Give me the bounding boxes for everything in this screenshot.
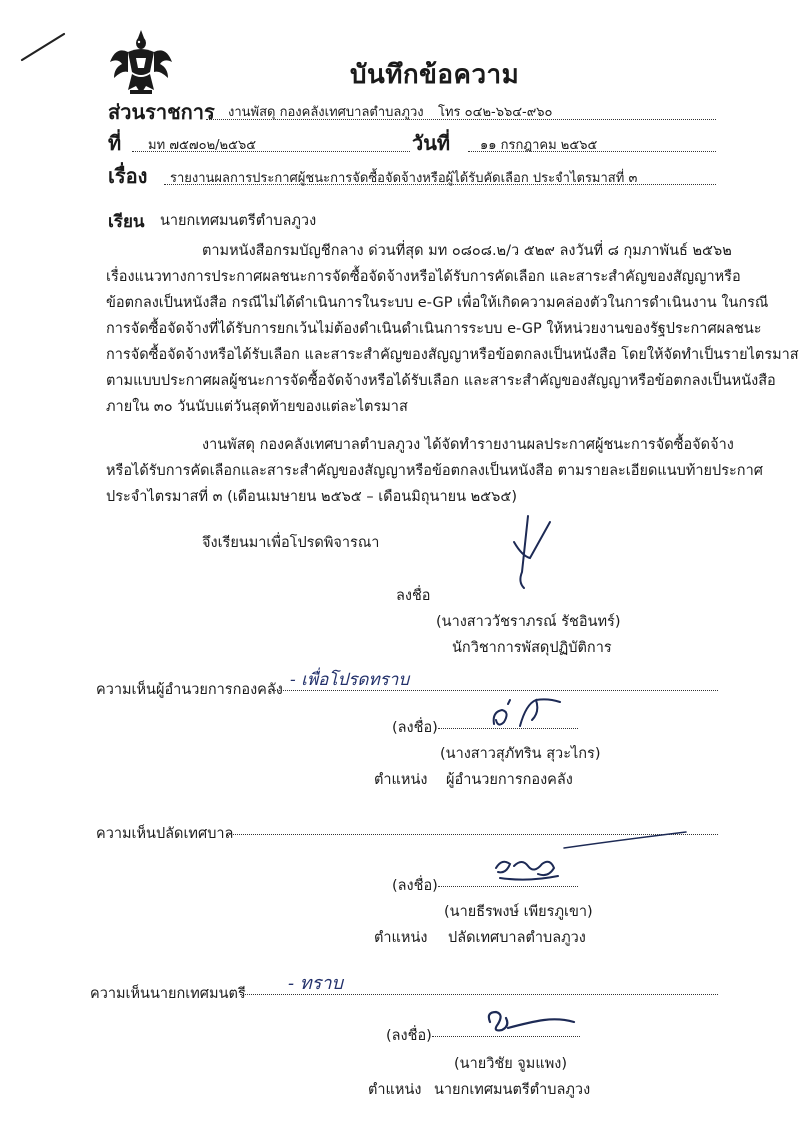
- date-label: วันที่: [412, 131, 451, 155]
- opinion-3-sign-label: (ลงชื่อ): [386, 1028, 432, 1044]
- salutation-label: เรียน: [108, 212, 145, 232]
- closing-text: จึงเรียนมาเพื่อโปรดพิจารณา: [202, 535, 380, 551]
- agency-value: งานพัสดุ กองคลังเทศบาลตำบลภูวง: [228, 105, 424, 120]
- signature-1-mark: [500, 512, 560, 592]
- opinion-1-sign-label: (ลงชื่อ): [392, 720, 438, 736]
- opinion-1-position-label: ตำแหน่ง: [374, 772, 428, 788]
- opinion-3-position: นายกเทศมนตรีตำบลภูวง: [434, 1082, 591, 1098]
- signer-1-name: (นางสาววัชราภรณ์ รัชอินทร์): [436, 614, 621, 630]
- paragraph-2-line: งานพัสดุ กองคลังเทศบาลตำบลภูวง ได้จัดทำรายงานผลประกาศผู้ชนะการจัดซื้อจัดจ้าง: [202, 437, 734, 453]
- paragraph-1-line: ตามแบบประกาศผลผู้ชนะการจัดซื้อจัดจ้างหรือได้รับเลือก และสาระสำคัญของสัญญาหรือข้อตกลงเป็นหนังสือ: [106, 373, 776, 389]
- agency-label: ส่วนราชการ: [108, 100, 215, 124]
- ref-label: ที่: [108, 131, 122, 155]
- corner-pen-mark: [18, 28, 68, 64]
- subject-dotline: [164, 184, 716, 185]
- paragraph-1-line: เรื่องแนวทางการประกาศผลชนะการจัดซื้อจัดจ้างหรือได้รับการคัดเลือก และสาระสำคัญของสัญญาหรือ: [106, 269, 741, 285]
- paragraph-1-line: ตามหนังสือกรมบัญชีกลาง ด่วนที่สุด มท ๐๘๐๘.๒/ว ๕๒๙ ลงวันที่ ๘ กุมภาพันธ์ ๒๕๖๒: [202, 243, 732, 259]
- ref-dotline: [132, 151, 410, 152]
- date-dotline: [468, 151, 716, 152]
- subject-label: เรื่อง: [108, 164, 148, 188]
- opinion-3-label: ความเห็นนายกเทศมนตรี: [90, 986, 246, 1002]
- opinion-3-position-label: ตำแหน่ง: [368, 1082, 422, 1098]
- salutation-value: นายกเทศมนตรีตำบลภูวง: [160, 213, 317, 229]
- opinion-2-position-label: ตำแหน่ง: [374, 930, 428, 946]
- paragraph-1-line: การจัดซื้อจัดจ้างที่ได้รับการยกเว้นไม่ต้องดำเนินดำเนินการระบบ e-GP ให้หน่วยงานของรัฐประกาศผลชนะ: [106, 321, 762, 337]
- paragraph-1: [106, 238, 799, 420]
- opinion-2-strike: [560, 828, 690, 852]
- paragraph-1-line: การจัดซื้อจัดจ้างหรือได้รับเลือก และสาระสำคัญของสัญญาหรือข้อตกลงเป็นหนังสือ โดยให้จัดทำเป็นรายไตรมาส: [106, 347, 799, 363]
- opinion-3-name: (นายวิชัย จูมแพง): [454, 1056, 567, 1072]
- memo-title: บันทึกข้อความ: [350, 60, 520, 90]
- opinion-1-name: (นางสาวสุภัทริน สุวะไกร): [440, 746, 601, 762]
- signer-1-sign-label: ลงชื่อ: [396, 588, 431, 604]
- opinion-1-label: ความเห็นผู้อำนวยการกองคลัง: [96, 682, 283, 698]
- paragraph-1-line: ข้อตกลงเป็นหนังสือ กรณีไม่ได้ดำเนินการในระบบ e-GP เพื่อให้เกิดความคล่องตัวในการดำเนินงาน ในกรณี: [106, 295, 769, 311]
- paragraph-2: [106, 432, 763, 510]
- opinion-2-label: ความเห็นปลัดเทศบาล: [96, 826, 234, 842]
- phone-value: โทร ๐๔๒-๖๖๔-๙๖๐: [438, 105, 553, 120]
- agency-dotline: [206, 119, 716, 120]
- paragraph-1-line: ภายใน ๓๐ วันนับแต่วันสุดท้ายของแต่ละไตรมาส: [106, 399, 408, 415]
- garuda-emblem-icon: [108, 28, 174, 100]
- signature-2-mark: [488, 694, 568, 734]
- opinion-3-handwritten: - ทราบ: [288, 973, 343, 994]
- opinion-2-sign-label: (ลงชื่อ): [392, 878, 438, 894]
- opinion-1-position: ผู้อำนวยการกองคลัง: [446, 772, 573, 788]
- signature-3-mark: [488, 852, 568, 888]
- paragraph-2-line: ประจำไตรมาสที่ ๓ (เดือนเมษายน ๒๕๖๕ – เดือนมิถุนายน ๒๕๖๕): [106, 489, 517, 505]
- ref-value: มท ๗๕๗๐๒/๒๕๖๕: [148, 138, 257, 153]
- date-value: ๑๑ กรกฎาคม ๒๕๖๕: [480, 138, 598, 153]
- paragraph-2-line: หรือได้รับการคัดเลือกและสาระสำคัญของสัญญาหรือข้อตกลงเป็นหนังสือ ตามรายละเอียดแนบท้ายประกาศ: [106, 463, 763, 479]
- opinion-2-position: ปลัดเทศบาลตำบลภูวง: [448, 930, 586, 946]
- opinion-2-name: (นายธีรพงษ์ เพียรภูเขา): [444, 904, 593, 920]
- subject-value: รายงานผลการประกาศผู้ชนะการจัดซื้อจัดจ้างหรือผู้ได้รับคัดเลือก ประจำไตรมาสที่ ๓: [170, 171, 638, 186]
- opinion-1-handwritten: - เพื่อโปรดทราบ: [290, 670, 410, 690]
- signature-4-mark: [480, 1004, 580, 1040]
- signer-1-position: นักวิชาการพัสดุปฏิบัติการ: [452, 640, 612, 656]
